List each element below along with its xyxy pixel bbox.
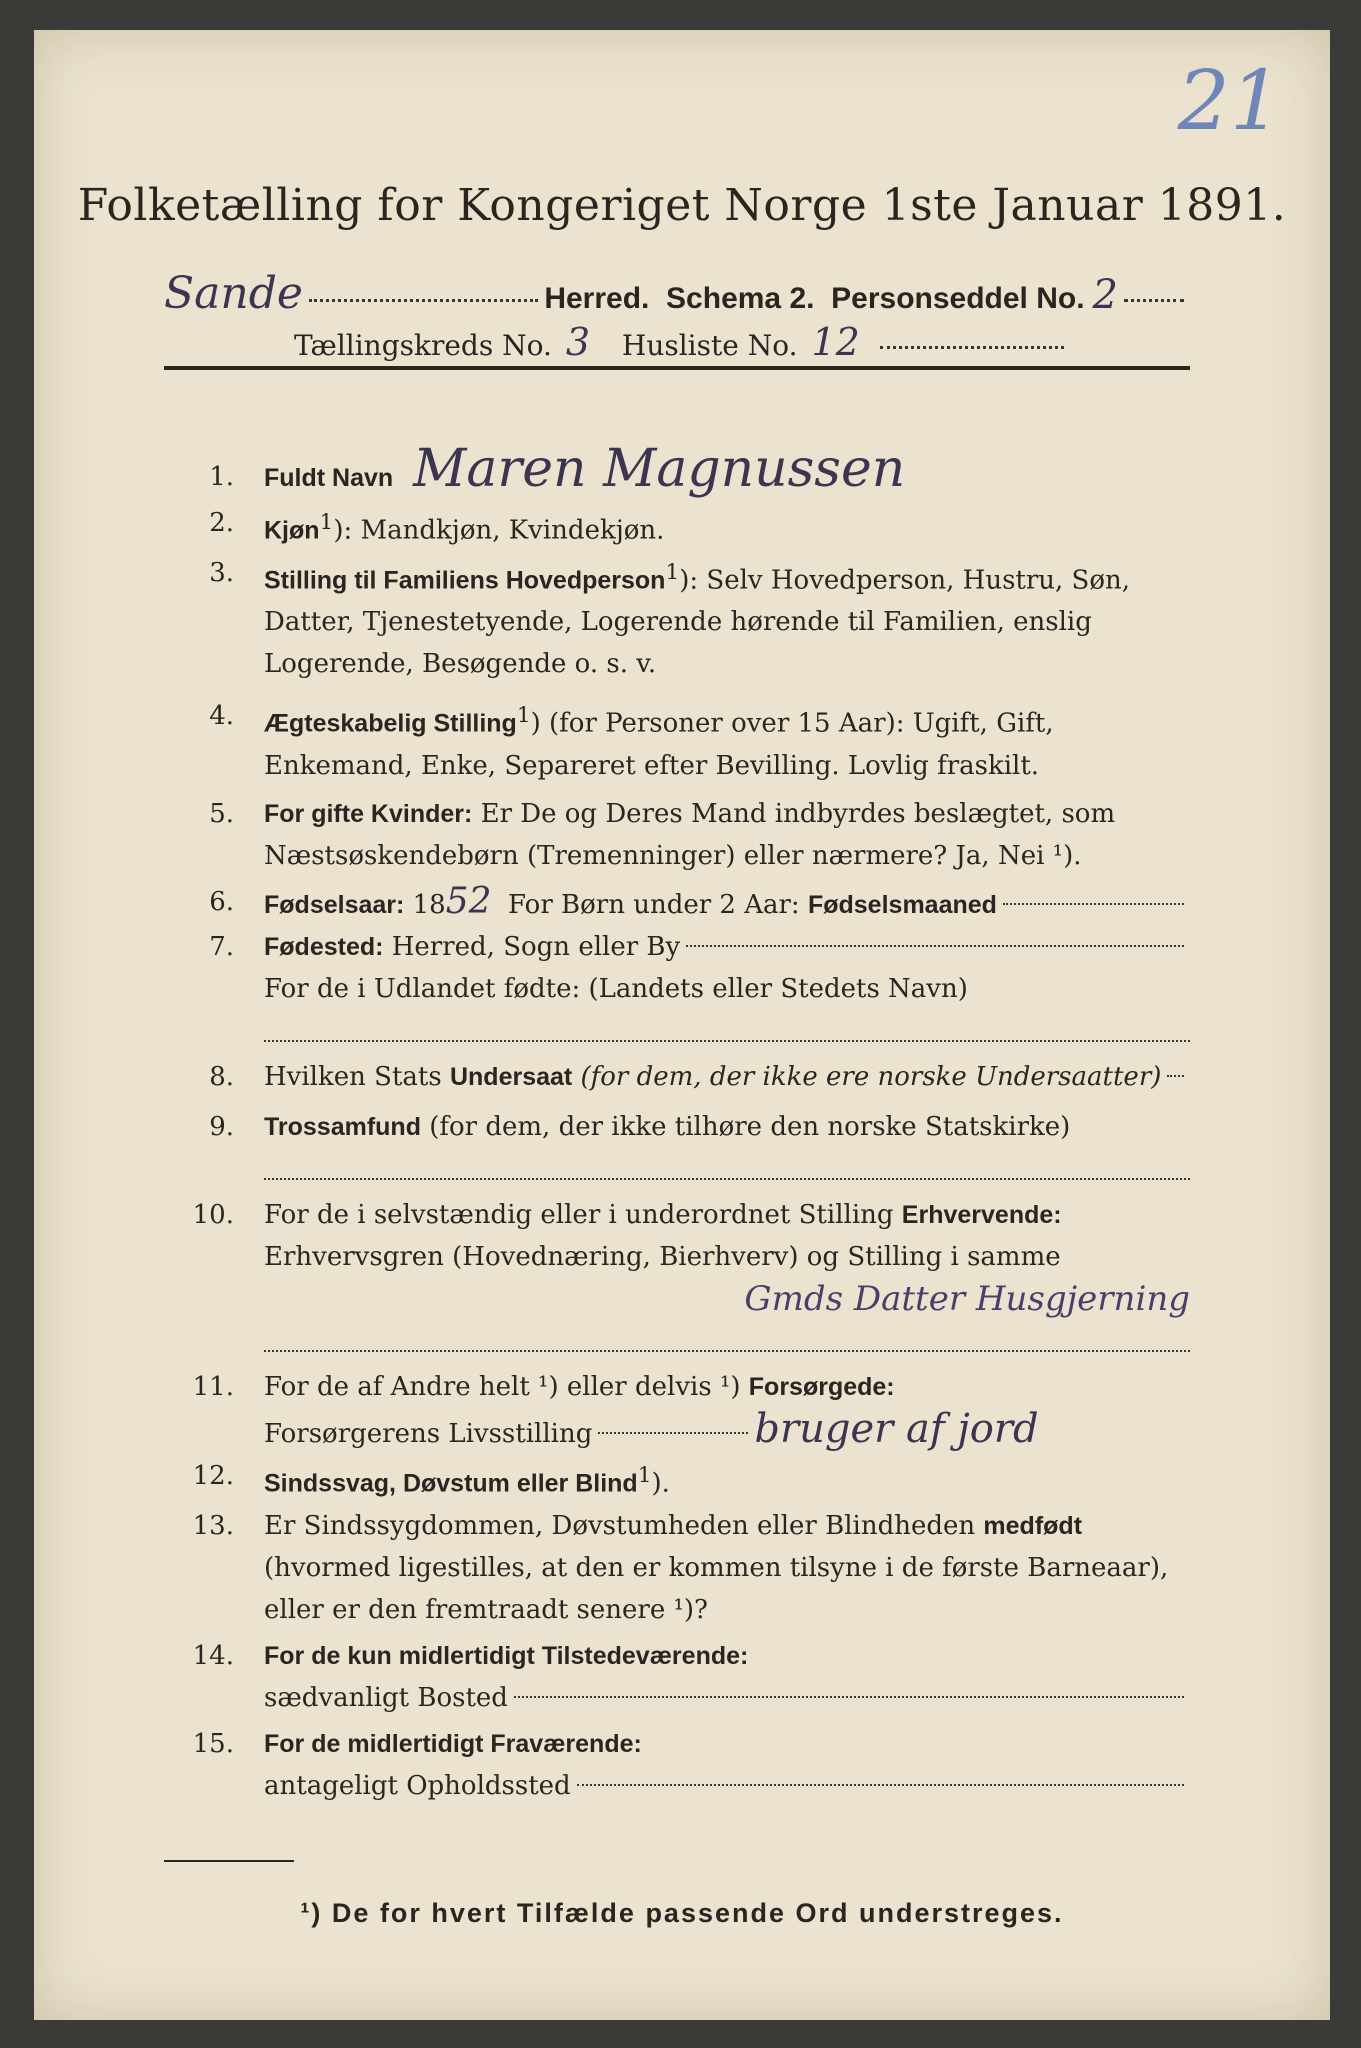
row-3: 3. Stilling til Familiens Hovedperson$^1$): Selv Hovedperson, Hustru, Søn, Datter, Tjenestetyende, Logerende hørende til Familien, enslig Logerende, Besøgende o. s. v. bbox=[209, 557, 1131, 680]
row-1: 1. Fuldt Navn Maren Magnussen bbox=[209, 439, 906, 499]
row-13: 13. Er Sindssygdommen, Døvstumheden eller Blindheden medfødt (hvormed ligestilles, at den er kommen tilsyne i de første Barneaar), eller er den fremtraadt senere ¹)? bbox=[192, 1510, 1169, 1625]
provider-value: bruger af jord bbox=[754, 1405, 1039, 1452]
row-15: 15. For de midlertidigt Fraværende: antageligt Opholdssted bbox=[164, 1723, 1190, 1807]
row-6: 6. Fødselsaar: 18 52 For Børn under 2 Aar: Fødselsmaaned bbox=[164, 881, 1190, 926]
header-line-1 bbox=[164, 268, 1190, 319]
census-form bbox=[34, 30, 1330, 2020]
full-name-value: Maren Magnussen bbox=[413, 439, 906, 499]
header-rule bbox=[164, 366, 1190, 370]
row-7: 7. Fødested: Herred, Sogn eller By For de i Udlandet fødte: (Landets eller Stedets Navn) bbox=[164, 926, 1190, 1042]
row-2: 2. Kjøn$^1$): Mandkjøn, Kvindekjøn. bbox=[209, 508, 665, 546]
husliste-label: Husliste No. bbox=[621, 329, 798, 362]
birth-year-value: 52 bbox=[445, 880, 492, 922]
row-11: 11. For de af Andre helt ¹) eller delvis ¹) Forsørgede: Forsørgerens Livsstilling bruger af jord bbox=[192, 1371, 1039, 1452]
form-rows bbox=[164, 440, 1190, 1807]
footnote: ¹) De for hvert Tilfælde passende Ord understreges. bbox=[300, 1898, 1064, 1928]
page-number-pencil: 21 bbox=[1177, 54, 1282, 149]
herred-value: Sande bbox=[164, 268, 303, 319]
form-title: Folketælling for Kongeriget Norge 1ste Januar 1891. bbox=[77, 180, 1287, 231]
row-4: 4. Ægteskabelig Stilling$^1$) (for Personer over 15 Aar): Ugift, Gift, Enkemand, Enke, Separeret efter Bevilling. Lovlig fraskilt. bbox=[209, 701, 1054, 781]
krets-value: 3 bbox=[565, 320, 591, 364]
row-5: 5. For gifte Kvinder: Er De og Deres Mand indbyrdes beslægtet, som Næstsøskendebørn (Tremenninger) eller nærmere? Ja, Nei ¹). bbox=[209, 798, 1116, 871]
occupation-value: Gmds Datter Husgjerning bbox=[744, 1278, 1190, 1319]
personseddel-label: Personseddel No. bbox=[831, 282, 1085, 315]
schema-label: Schema 2. bbox=[666, 282, 815, 315]
header-line-2 bbox=[294, 320, 1070, 364]
row-10: 10. For de i selvstændig eller i underordnet Stilling Erhvervende: Erhvervsgren (Hovednæring, Bierhverv) og Stilling i samme Gmds Datter Husgjerning bbox=[164, 1194, 1190, 1352]
row-8: 8. Hvilken Stats Undersaat (for dem, der ikke ere norske Undersaatter) bbox=[164, 1056, 1190, 1098]
krets-label: Tællingskreds No. bbox=[294, 329, 552, 362]
herred-label: Herred. bbox=[544, 282, 650, 315]
husliste-value: 12 bbox=[811, 320, 860, 364]
row-12: 12. Sindssvag, Døvstum eller Blind$^1$). bbox=[192, 1460, 670, 1499]
row-9: 9. Trossamfund (for dem, der ikke tilhøre den norske Statskirke) bbox=[164, 1106, 1190, 1180]
row-14: 14. For de kun midlertidigt Tilstedeværende: sædvanligt Bosted bbox=[164, 1635, 1190, 1719]
personseddel-value: 2 bbox=[1092, 272, 1118, 318]
footnote-rule bbox=[164, 1860, 294, 1862]
